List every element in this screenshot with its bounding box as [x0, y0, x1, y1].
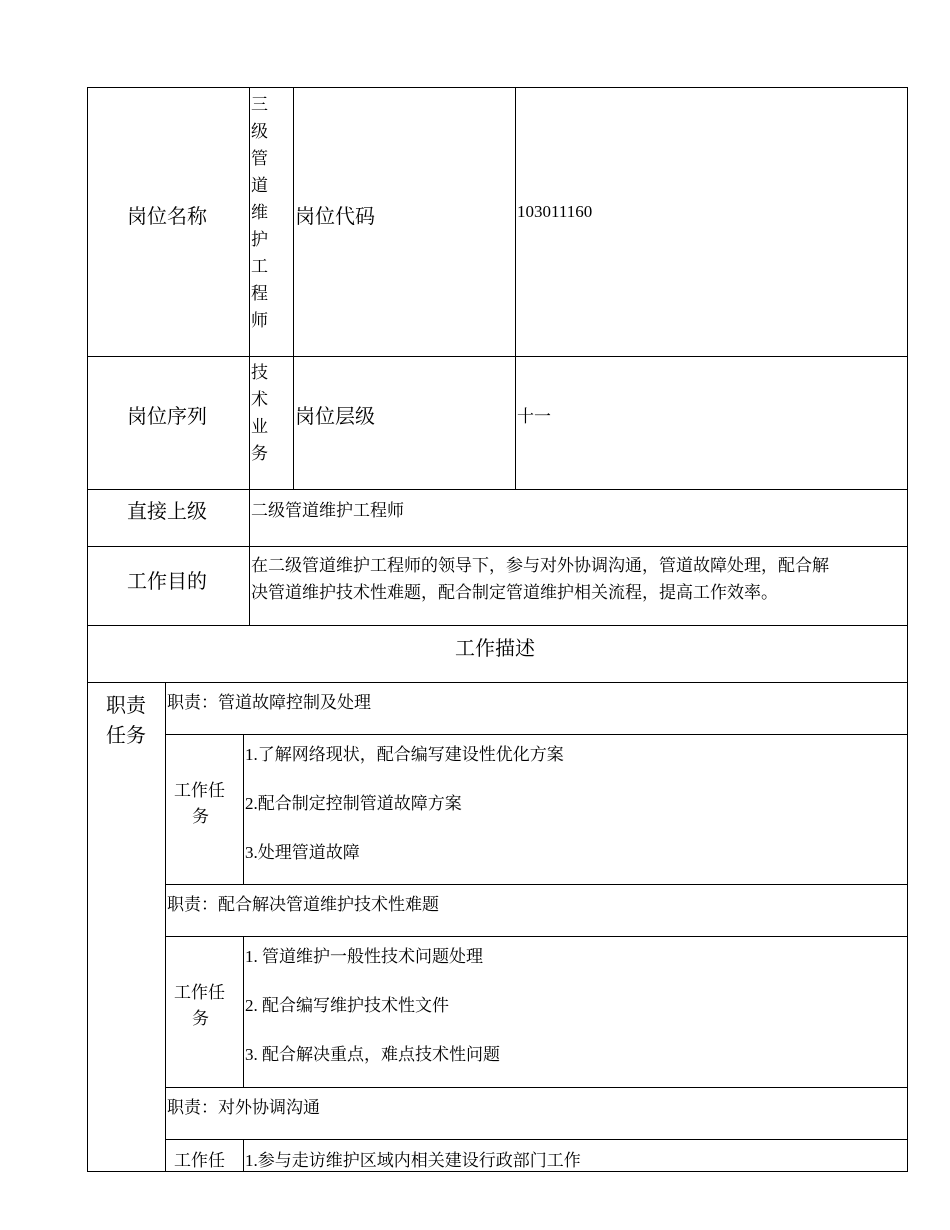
position-name-value: 三级管道维护工程师 — [251, 95, 268, 330]
table-rule — [165, 936, 908, 937]
position-code-value: 103011160 — [517, 202, 593, 221]
table-rule — [165, 734, 908, 735]
duty-title: 职责：配合解决管道维护技术性难题 — [167, 895, 439, 914]
position-sequence-value: 技术业务 — [251, 363, 268, 463]
purpose-line-1: 在二级管道维护工程师的领导下，参与对外协调沟通，管道故障处理，配合解 — [251, 556, 829, 575]
table-rule — [87, 682, 908, 683]
position-sequence-label: 岗位序列 — [127, 406, 207, 428]
work-description-title: 工作描述 — [455, 638, 535, 660]
table-rule — [515, 87, 516, 490]
position-code-label: 岗位代码 — [295, 206, 375, 228]
superior-label: 直接上级 — [127, 501, 207, 523]
task-label: 工作任 — [174, 781, 225, 800]
purpose-line-2: 决管道维护技术性难题，配合制定管道维护相关流程，提高工作效率。 — [251, 583, 778, 602]
task-item: 2. 配合编写维护技术性文件 — [245, 996, 449, 1015]
table-rule — [243, 1139, 244, 1172]
task-label: 工作任 — [174, 1151, 225, 1170]
table-rule — [243, 936, 244, 1088]
duty-title: 职责：管道故障控制及处理 — [167, 693, 371, 712]
table-rule — [165, 884, 908, 885]
position-level-value: 十一 — [517, 407, 551, 426]
task-label: 务 — [192, 1009, 209, 1028]
table-rule — [165, 1087, 908, 1088]
task-item: 3. 配合解决重点，难点技术性问题 — [245, 1045, 500, 1064]
duty-title: 职责：对外协调沟通 — [167, 1098, 320, 1117]
table-rule — [87, 356, 908, 357]
table-rule — [249, 87, 250, 626]
superior-value: 二级管道维护工程师 — [251, 501, 404, 520]
position-level-label: 岗位层级 — [295, 406, 375, 428]
table-rule — [165, 682, 166, 1172]
task-item: 3.处理管道故障 — [245, 843, 360, 862]
table-rule — [87, 546, 908, 547]
task-label: 工作任 — [174, 983, 225, 1002]
task-item: 1.参与走访维护区域内相关建设行政部门工作 — [245, 1151, 581, 1170]
task-item: 1.了解网络现状，配合编写建设性优化方案 — [245, 745, 564, 764]
job-table — [87, 87, 908, 1172]
task-label: 务 — [192, 807, 209, 826]
table-rule — [87, 625, 908, 626]
table-rule — [87, 489, 908, 490]
duties-section-label: 任务 — [106, 725, 146, 747]
table-rule — [243, 734, 244, 885]
duties-section-label: 职责 — [106, 695, 146, 717]
purpose-label: 工作目的 — [127, 571, 207, 593]
task-item: 2.配合制定控制管道故障方案 — [245, 794, 462, 813]
table-rule — [165, 1139, 908, 1140]
table-rule — [293, 87, 294, 490]
task-item: 1. 管道维护一般性技术问题处理 — [245, 947, 483, 966]
position-name-label: 岗位名称 — [127, 206, 207, 228]
